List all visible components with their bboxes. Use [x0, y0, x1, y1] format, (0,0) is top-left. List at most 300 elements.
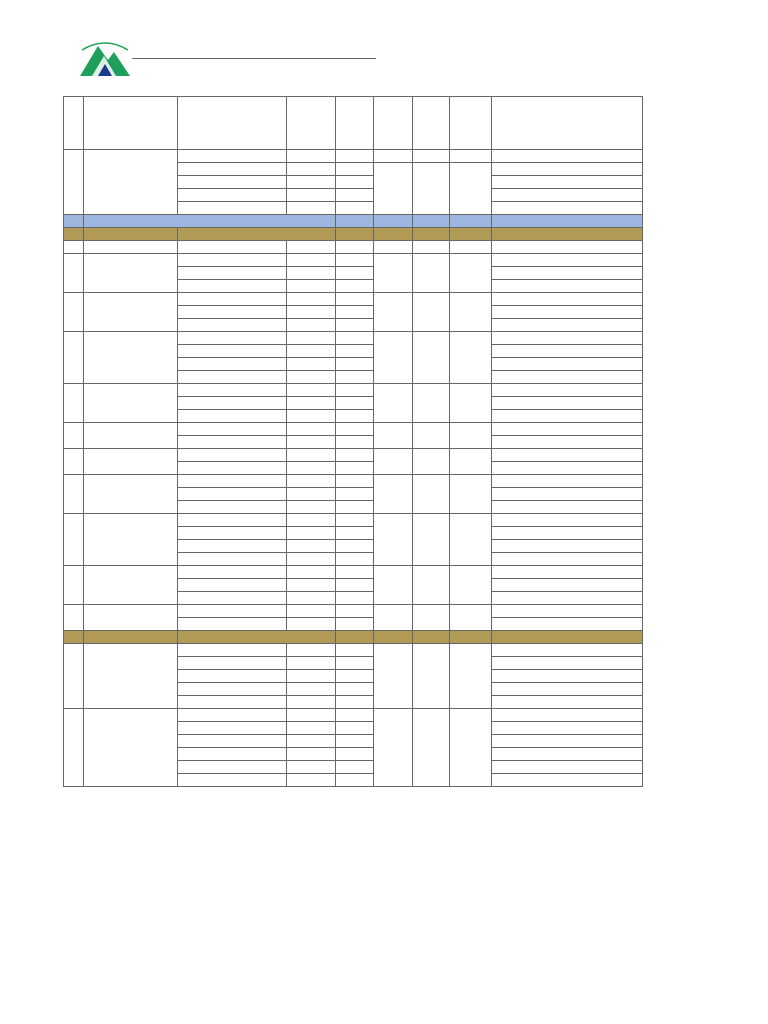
row-number [64, 150, 84, 215]
remark-cell [492, 696, 643, 709]
remark-cell [492, 488, 643, 501]
daily-in-cell [413, 709, 450, 787]
remark-cell [492, 189, 643, 202]
company-header [78, 40, 378, 82]
col-header [450, 97, 492, 150]
operator-cell [287, 709, 336, 722]
remark-cell [492, 332, 643, 345]
supplier-row [64, 228, 643, 241]
remark-cell [492, 163, 643, 176]
unit-cell [178, 475, 287, 488]
liter-cell [336, 189, 374, 202]
row-number [64, 709, 84, 787]
remark-cell [492, 514, 643, 527]
remark-cell [492, 644, 643, 657]
unit-cell [178, 384, 287, 397]
operator-cell [287, 254, 336, 267]
remark-cell [492, 709, 643, 722]
liter-cell [336, 722, 374, 735]
daily-stock-cell [450, 332, 492, 384]
operator-cell [287, 657, 336, 670]
table-row [64, 254, 643, 267]
remark-cell [492, 410, 643, 423]
remark-cell [492, 722, 643, 735]
unit-cell [178, 527, 287, 540]
liter-cell [336, 709, 374, 722]
row-number [64, 566, 84, 605]
operator-cell [287, 579, 336, 592]
row-date [84, 644, 178, 709]
liter-cell [336, 735, 374, 748]
daily-stock-cell [450, 293, 492, 332]
operator-cell [287, 514, 336, 527]
daily-stock-cell [450, 605, 492, 631]
remark-cell [492, 241, 643, 254]
liter-cell [336, 514, 374, 527]
unit-cell [178, 241, 287, 254]
daily-stock-cell [450, 644, 492, 709]
daily-stock-cell [450, 241, 492, 254]
daily-out-cell [374, 163, 413, 215]
daily-out-cell [374, 241, 413, 254]
daily-out-cell [374, 293, 413, 332]
fuel-usage-table [63, 96, 643, 787]
daily-in-cell [413, 566, 450, 605]
remark-cell [492, 735, 643, 748]
unit-cell [178, 709, 287, 722]
unit-cell [178, 540, 287, 553]
remark-cell [492, 449, 643, 462]
adjustment-stock [450, 215, 492, 228]
konsel-label [178, 150, 287, 163]
daily-in-cell [413, 605, 450, 631]
remark-cell [492, 657, 643, 670]
unit-cell [178, 332, 287, 345]
daily-out-cell [374, 605, 413, 631]
unit-cell [178, 618, 287, 631]
operator-cell [287, 384, 336, 397]
remark-cell [492, 592, 643, 605]
operator-cell [287, 176, 336, 189]
remark-cell [492, 579, 643, 592]
liter-cell [336, 657, 374, 670]
operator-cell [287, 683, 336, 696]
remark-cell [492, 683, 643, 696]
row-number [64, 215, 84, 228]
table-row [64, 475, 643, 488]
operator-cell [287, 696, 336, 709]
col-header [178, 97, 287, 150]
daily-out-cell [374, 475, 413, 514]
supplier-stock [450, 631, 492, 644]
row-date [84, 605, 178, 631]
remark-cell [492, 345, 643, 358]
adjustment-row [64, 215, 643, 228]
remark-cell [492, 501, 643, 514]
row-date [84, 566, 178, 605]
unit-cell [178, 202, 287, 215]
remark-cell [492, 761, 643, 774]
daily-out-cell [374, 449, 413, 475]
operator-cell [287, 475, 336, 488]
unit-cell [178, 592, 287, 605]
daily-out-cell [374, 384, 413, 423]
daily-out-cell [374, 644, 413, 709]
liter-cell [336, 527, 374, 540]
unit-cell [178, 423, 287, 436]
daily-stock-cell [450, 709, 492, 787]
table-row [64, 605, 643, 618]
row-date [84, 332, 178, 384]
operator-cell [287, 163, 336, 176]
remark-cell [492, 540, 643, 553]
operator-cell [287, 618, 336, 631]
col-header [64, 97, 84, 150]
daily-stock-cell [450, 514, 492, 566]
remark-cell [492, 319, 643, 332]
row-number [64, 644, 84, 709]
row-number [64, 332, 84, 384]
remark-cell [492, 371, 643, 384]
operator-cell [287, 345, 336, 358]
remark-cell [492, 293, 643, 306]
unit-cell [178, 358, 287, 371]
liter-cell [336, 774, 374, 787]
operator-cell [287, 553, 336, 566]
row-number [64, 423, 84, 449]
daily-stock-cell [450, 163, 492, 215]
remark-cell [492, 670, 643, 683]
supplier-stock [450, 228, 492, 241]
operator-cell [287, 735, 336, 748]
operator-cell [287, 189, 336, 202]
company-logo [78, 40, 132, 82]
operator-cell [287, 332, 336, 345]
table-row [64, 566, 643, 579]
liter-cell [336, 670, 374, 683]
row-date [84, 423, 178, 449]
row-date [84, 475, 178, 514]
remark-cell [492, 553, 643, 566]
unit-cell [178, 267, 287, 280]
daily-stock-cell [450, 254, 492, 293]
remark-cell [492, 605, 643, 618]
liter-cell [336, 566, 374, 579]
row-number [64, 631, 84, 644]
daily-out-cell [374, 514, 413, 566]
liter-cell [336, 579, 374, 592]
operator-cell [287, 488, 336, 501]
operator-cell [287, 527, 336, 540]
unit-cell [178, 696, 287, 709]
liter-cell [336, 449, 374, 462]
operator-cell [287, 449, 336, 462]
unit-cell [178, 670, 287, 683]
daily-in-cell [413, 475, 450, 514]
daily-stock-cell [450, 449, 492, 475]
daily-in-cell [413, 514, 450, 566]
daily-out-cell [374, 423, 413, 449]
unit-cell [178, 735, 287, 748]
remark-cell [492, 254, 643, 267]
unit-cell [178, 293, 287, 306]
unit-cell [178, 449, 287, 462]
operator-cell [287, 319, 336, 332]
operator-cell [287, 397, 336, 410]
operator-cell [287, 540, 336, 553]
unit-cell [178, 397, 287, 410]
remark-cell [492, 527, 643, 540]
operator-cell [287, 267, 336, 280]
supplier-in [413, 228, 450, 241]
operator-cell [287, 410, 336, 423]
operator-cell [287, 423, 336, 436]
row-date [84, 709, 178, 787]
daily-in-cell [413, 293, 450, 332]
unit-cell [178, 488, 287, 501]
unit-cell [178, 722, 287, 735]
col-header [374, 97, 413, 150]
operator-cell [287, 293, 336, 306]
unit-cell [178, 163, 287, 176]
liter-cell [336, 371, 374, 384]
unit-cell [178, 774, 287, 787]
operator-cell [287, 501, 336, 514]
row-number [64, 514, 84, 566]
remark-cell [492, 566, 643, 579]
row-number [64, 241, 84, 254]
row-date [84, 150, 178, 215]
liter-cell [336, 592, 374, 605]
liter-cell [336, 605, 374, 618]
unit-cell [178, 280, 287, 293]
daily-in-cell [413, 254, 450, 293]
daily-in-cell [413, 384, 450, 423]
unit-cell [178, 748, 287, 761]
daily-out-cell [374, 332, 413, 384]
liter-cell [336, 332, 374, 345]
remark-cell [492, 774, 643, 787]
supplier-date [84, 228, 178, 241]
liter-cell [336, 254, 374, 267]
operator-cell [287, 241, 336, 254]
operator-cell [287, 371, 336, 384]
liter-cell [336, 540, 374, 553]
table-row [64, 423, 643, 436]
row-number [64, 384, 84, 423]
unit-cell [178, 254, 287, 267]
row-date [84, 254, 178, 293]
row-number [64, 475, 84, 514]
operator-cell [287, 358, 336, 371]
daily-in-cell [413, 332, 450, 384]
remark-cell [492, 176, 643, 189]
liter-cell [336, 683, 374, 696]
operator-cell [287, 774, 336, 787]
liter-cell [336, 241, 374, 254]
liter-cell [336, 761, 374, 774]
unit-cell [178, 306, 287, 319]
remark-cell [492, 306, 643, 319]
unit-cell [178, 371, 287, 384]
supplier-date [84, 631, 178, 644]
liter-cell [336, 397, 374, 410]
operator-cell [287, 605, 336, 618]
operator-cell [287, 202, 336, 215]
liter-cell [336, 410, 374, 423]
operator-cell [287, 748, 336, 761]
remark-cell [492, 423, 643, 436]
liter-cell [336, 345, 374, 358]
supplier-label [178, 631, 336, 644]
table-row [64, 332, 643, 345]
daily-in-cell [413, 644, 450, 709]
unit-cell [178, 501, 287, 514]
liter-cell [336, 293, 374, 306]
daily-in-cell [413, 241, 450, 254]
operator-cell [287, 670, 336, 683]
col-header [492, 97, 643, 150]
col-header [413, 97, 450, 150]
table-row [64, 241, 643, 254]
operator-cell [287, 436, 336, 449]
table-row [64, 514, 643, 527]
table-body [64, 150, 643, 787]
unit-cell [178, 605, 287, 618]
unit-cell [178, 579, 287, 592]
liter-cell [336, 306, 374, 319]
remark-cell [492, 475, 643, 488]
remark-cell [492, 267, 643, 280]
liter-cell [336, 644, 374, 657]
remark-cell [492, 202, 643, 215]
operator-cell [287, 566, 336, 579]
row-number [64, 254, 84, 293]
daily-out-cell [374, 254, 413, 293]
liter-cell [336, 553, 374, 566]
liter-cell [336, 176, 374, 189]
daily-out-cell [374, 709, 413, 787]
row-number [64, 449, 84, 475]
supplier-row [64, 631, 643, 644]
table-row [64, 384, 643, 397]
liter-cell [336, 501, 374, 514]
liter-cell [336, 163, 374, 176]
daily-stock-cell [450, 475, 492, 514]
unit-cell [178, 761, 287, 774]
col-header [287, 97, 336, 150]
daily-out-cell [374, 566, 413, 605]
adjustment-label [84, 215, 336, 228]
operator-cell [287, 644, 336, 657]
supplier-in [413, 631, 450, 644]
row-number [64, 228, 84, 241]
operator-cell [287, 306, 336, 319]
remark-cell [492, 280, 643, 293]
liter-cell [336, 618, 374, 631]
daily-stock-cell [450, 384, 492, 423]
col-header [336, 97, 374, 150]
remark-cell [492, 618, 643, 631]
row-date [84, 241, 178, 254]
table-row [64, 644, 643, 657]
remark-cell [492, 462, 643, 475]
unit-cell [178, 345, 287, 358]
row-date [84, 449, 178, 475]
unit-cell [178, 644, 287, 657]
row-date [84, 514, 178, 566]
row-number [64, 605, 84, 631]
operator-cell [287, 280, 336, 293]
header-rule [132, 58, 376, 59]
daily-in-cell [413, 423, 450, 449]
remark-cell [492, 384, 643, 397]
operator-cell [287, 761, 336, 774]
table-header-row [64, 97, 643, 150]
unit-cell [178, 436, 287, 449]
table-row [64, 709, 643, 722]
daily-in-cell [413, 449, 450, 475]
liter-cell [336, 280, 374, 293]
liter-cell [336, 267, 374, 280]
row-number [64, 293, 84, 332]
unit-cell [178, 514, 287, 527]
liter-cell [336, 319, 374, 332]
table-row [64, 449, 643, 462]
operator-cell [287, 462, 336, 475]
unit-cell [178, 683, 287, 696]
unit-cell [178, 657, 287, 670]
row-date [84, 384, 178, 423]
remark-cell [492, 358, 643, 371]
konsel-stock [450, 150, 492, 163]
liter-cell [336, 202, 374, 215]
supplier-remark [492, 228, 643, 241]
liter-cell [336, 384, 374, 397]
unit-cell [178, 566, 287, 579]
liter-cell [336, 696, 374, 709]
supplier-remark [492, 631, 643, 644]
remark-cell [492, 397, 643, 410]
liter-cell [336, 358, 374, 371]
unit-cell [178, 319, 287, 332]
col-header [84, 97, 178, 150]
table-row [64, 150, 643, 163]
liter-cell [336, 475, 374, 488]
liter-cell [336, 436, 374, 449]
table-row [64, 293, 643, 306]
remark-cell [492, 436, 643, 449]
liter-cell [336, 488, 374, 501]
remark-cell [492, 748, 643, 761]
liter-cell [336, 462, 374, 475]
operator-cell [287, 722, 336, 735]
adjustment-out [374, 215, 413, 228]
unit-cell [178, 189, 287, 202]
daily-stock-cell [450, 566, 492, 605]
liter-cell [336, 748, 374, 761]
unit-cell [178, 462, 287, 475]
unit-cell [178, 553, 287, 566]
daily-stock-cell [450, 423, 492, 449]
operator-cell [287, 592, 336, 605]
unit-cell [178, 176, 287, 189]
row-date [84, 293, 178, 332]
adjustment-remark [492, 215, 643, 228]
unit-cell [178, 410, 287, 423]
supplier-label [178, 228, 336, 241]
liter-cell [336, 423, 374, 436]
